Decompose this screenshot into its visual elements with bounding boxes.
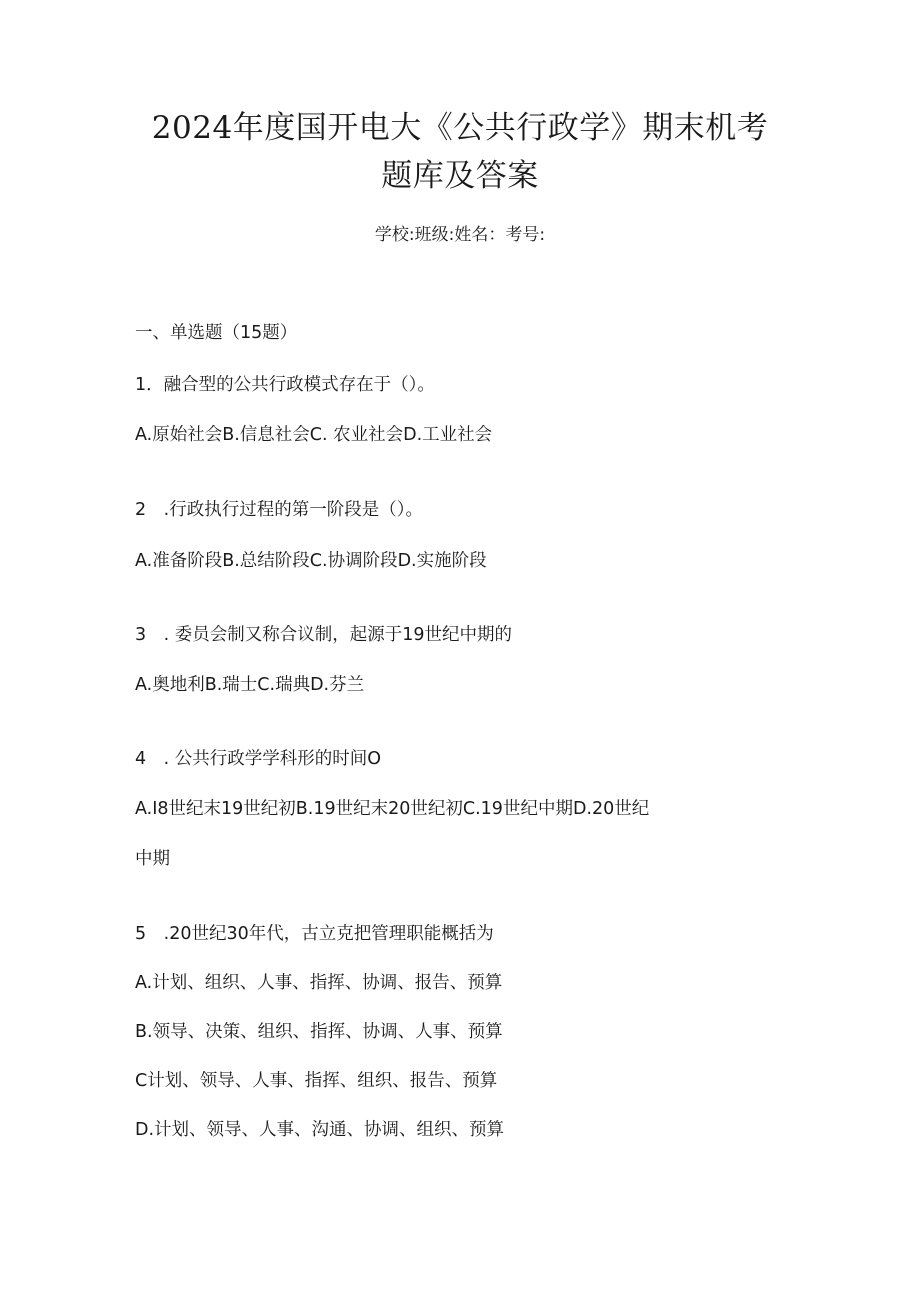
question-stem: 1．融合型的公共行政模式存在于（）。	[135, 375, 435, 395]
student-info-line: 学校:班级:姓名：考号:	[374, 225, 546, 245]
question-option-b: B.领导、决策、组织、指挥、协调、人事、预算	[135, 1022, 503, 1042]
title-line-2: 题库及答案	[381, 158, 539, 194]
question-options: A.准备阶段B.总结阶段C.协调阶段D.实施阶段	[135, 551, 487, 571]
title-line-1: 2024年度国开电大《公共行政学》期末机考	[151, 110, 769, 146]
question-options: A.I8世纪末19世纪初B.19世纪末20世纪初C.19世纪中期D.20世纪	[135, 799, 650, 819]
question-options-continued: 中期	[135, 849, 170, 869]
question-option-c: C计划、领导、人事、指挥、组织、报告、预算	[135, 1071, 498, 1091]
question-stem: 2 .行政执行过程的第一阶段是（）。	[135, 500, 423, 520]
document-title	[60, 104, 860, 200]
question-stem: 5 .20世纪30年代，古立克把管理职能概括为	[135, 924, 494, 944]
question-options: A.奥地利B.瑞士C.瑞典D.芬兰	[135, 675, 365, 695]
section-heading: 一、单选题（15题）	[135, 323, 298, 343]
question-options: A.原始社会B.信息社会C. 农业社会D.工业社会	[135, 425, 493, 445]
question-stem: 3 . 委员会制又称合议制，起源于19世纪中期的	[135, 625, 513, 645]
question-option-d: D.计划、领导、人事、沟通、协调、组织、预算	[135, 1120, 505, 1140]
question-stem: 4 . 公共行政学学科形的时间O	[135, 749, 382, 769]
question-option-a: A.计划、组织、人事、指挥、协调、报告、预算	[135, 973, 503, 993]
